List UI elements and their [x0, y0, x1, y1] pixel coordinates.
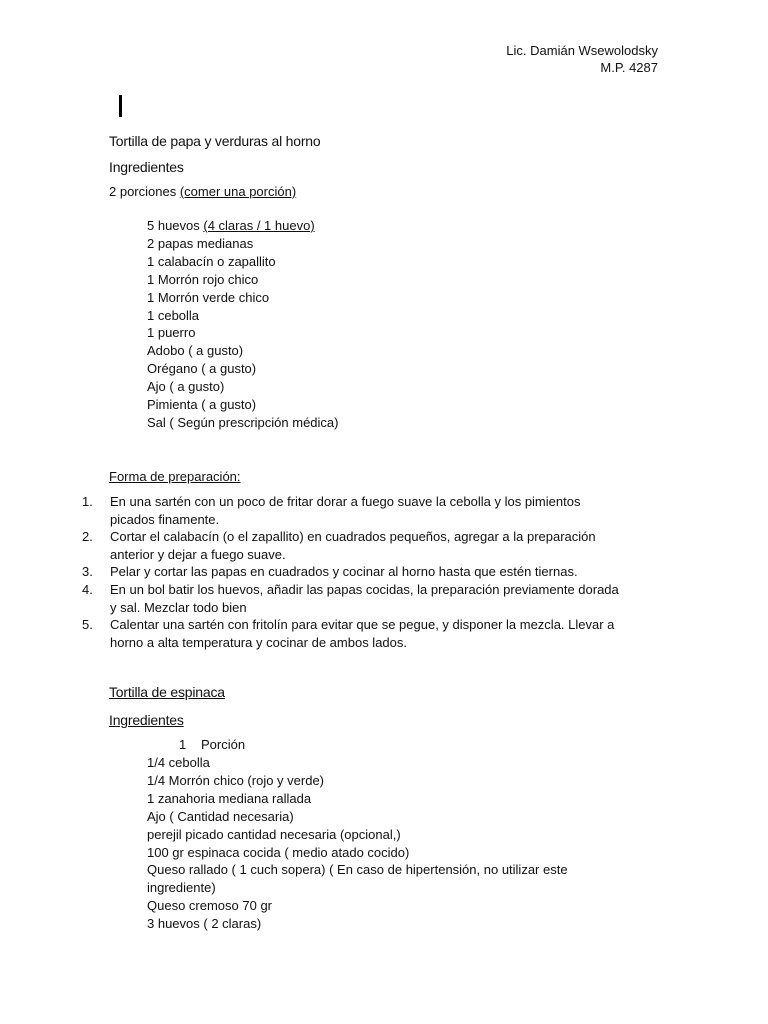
ingredient-item: 3 huevos ( 2 claras)	[147, 916, 262, 932]
preparation-heading: Forma de preparación:	[109, 469, 241, 484]
step-number: 1.	[82, 494, 93, 509]
ingredient-item: 1 calabacín o zapallito	[147, 253, 276, 269]
step-item	[70, 563, 660, 581]
ingredient-item: Adobo ( a gusto)	[147, 343, 244, 359]
ingredient-item: Ajo ( a gusto)	[147, 379, 225, 395]
recipe1-title: Tortilla de papa y verduras al horno	[109, 133, 321, 149]
step-line: En una sartén con un poco de fritar dorar a fuego suave la cebolla y los pimientos	[110, 494, 581, 509]
portion-label: Porción	[201, 737, 246, 752]
portions-count: 2 porciones	[109, 184, 180, 199]
ingredient-item	[147, 217, 338, 235]
ingredient-item: 1 puerro	[147, 325, 196, 341]
ingredient-note: (4 claras / 1 huevo)	[203, 218, 315, 233]
preparation-steps	[70, 493, 660, 651]
step-line: Calentar una sartén con fritolín para evitar que se pegue, y disponer la mezcla. Llevar a	[110, 617, 615, 633]
ingredient-item: 1/4 cebolla	[147, 755, 210, 770]
author-name: Lic. Damián Wsewolodsky	[506, 43, 658, 58]
portion-number: 1	[179, 737, 187, 752]
step-line: anterior y dejar a fuego suave.	[110, 546, 286, 562]
ingredient-item: Pimienta ( a gusto)	[147, 397, 257, 413]
text-cursor	[119, 95, 122, 117]
ingredient-text: 5 huevos	[147, 218, 204, 233]
ingredient-item: ingrediente)	[147, 880, 216, 896]
ingredient-item: Orégano ( a gusto)	[147, 361, 257, 377]
step-item	[70, 581, 660, 616]
step-line: horno a alta temperatura y cocinar de ambos lados.	[110, 634, 408, 650]
recipe1-portions	[109, 183, 296, 200]
step-item	[70, 616, 660, 651]
ingredient-item: 1 cebolla	[147, 307, 200, 323]
registration-number: M.P. 4287	[600, 60, 658, 75]
recipe2-ingredient-list	[147, 754, 627, 933]
recipe1-ingredient-list	[147, 217, 338, 432]
step-number: 5.	[82, 617, 93, 633]
ingredient-item: 100 gr espinaca cocida ( medio atado cocido)	[147, 844, 410, 860]
step-line: picados finamente.	[110, 511, 220, 527]
recipe2-ingredients-heading: Ingredientes	[109, 712, 184, 728]
step-line: En un bol batir los huevos, añadir las papas cocidas, la preparación previamente dorada	[110, 581, 619, 597]
ingredient-item: 1 Morrón verde chico	[147, 289, 270, 305]
ingredient-item: Sal ( Según prescripción médica)	[147, 414, 339, 430]
ingredient-item: Queso rallado ( 1 cuch sopera) ( En caso de hipertensión, no utilizar este	[147, 862, 568, 878]
step-item	[70, 528, 660, 563]
portions-note: (comer una porción)	[179, 184, 297, 199]
ingredient-item: 2 papas medianas	[147, 235, 254, 251]
ingredient-item: 1 zanahoria mediana rallada	[147, 790, 312, 806]
step-number: 4.	[82, 581, 93, 597]
recipe1-ingredients-heading: Ingredientes	[109, 159, 184, 175]
step-line: y sal. Mezclar todo bien	[110, 599, 247, 615]
document-header	[506, 42, 658, 76]
ingredient-item: Queso cremoso 70 gr	[147, 898, 273, 914]
step-number: 2.	[82, 529, 93, 545]
ingredient-item: 1 Morrón rojo chico	[147, 271, 259, 287]
ingredient-item: 1/4 Morrón chico (rojo y verde)	[147, 772, 325, 788]
recipe2-title: Tortilla de espinaca	[109, 684, 225, 700]
recipe2-portion	[179, 736, 245, 753]
step-item	[70, 493, 660, 528]
ingredient-item: Ajo ( Cantidad necesaria)	[147, 808, 294, 824]
step-line: Cortar el calabacín (o el zapallito) en cuadrados pequeños, agregar a la preparación	[110, 529, 596, 545]
step-line: Pelar y cortar las papas en cuadrados y cocinar al horno hasta que estén tiernas.	[110, 564, 578, 580]
ingredient-item: perejil picado cantidad necesaria (opcional,)	[147, 826, 401, 842]
step-number: 3.	[82, 564, 93, 580]
